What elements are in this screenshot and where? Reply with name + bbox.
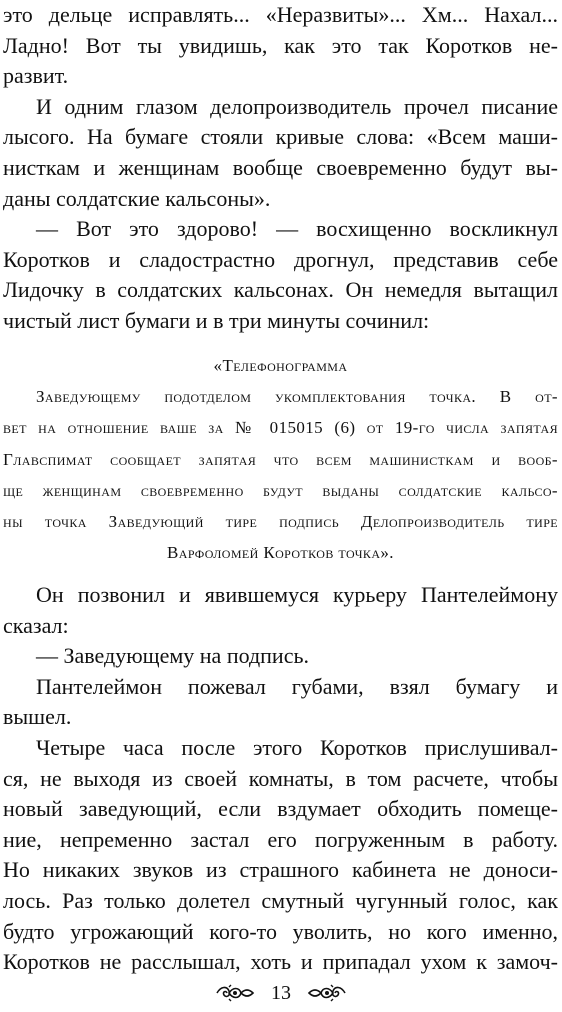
telegram-heading: «Телефонограмма [213, 356, 348, 375]
text-line: даны солдатские кальсоны». [3, 185, 271, 211]
text-line: — Вот это здорово! — восхищенно воскликнул [36, 216, 558, 242]
text-line: Он позвонил и явившемуся курьеру Пантелеймону [36, 582, 558, 607]
telegram-line: Главспимат сообщает запятая что всем машинисткам и вооб- [3, 449, 558, 469]
text-line: Лидочку в солдатских кальсонах. Он немедля вытащил [3, 277, 558, 303]
text-line: лось. Раз только долетел смутный чугунный голос, как [3, 887, 558, 913]
top-paragraphs [3, 0, 558, 337]
text-line: будто угрожающий кого-то уволить, но кого именно, [3, 918, 558, 944]
text-line: Ладно! Вот ты увидишь, как это так Коротков не- [3, 32, 558, 58]
telegram-line: ны точка Заведующий тире подпись Делопроизводитель тире [3, 511, 558, 531]
text-line: И одним глазом делопроизводитель прочел писание [36, 93, 558, 119]
text-line: вышел. [3, 704, 72, 730]
text-line: Коротков и сладострастно дрогнул, представив себе [3, 246, 558, 272]
telegram-line: ще женщинам своевременно будут выданы солдатские кальсо- [3, 480, 558, 500]
text-line: ся, не выходя из своей комнаты, в том расчете, чтобы [3, 765, 558, 791]
ornament-scroll-icon [215, 983, 255, 1003]
text-line: чистый лист бумаги и в три минуты сочинил: [3, 307, 430, 333]
text-line: сказал: [3, 612, 69, 638]
telegram-line: Варфоломей Коротков точка». [167, 543, 394, 563]
telegram-line: Заведующему подотделом укомплектования точка. В от- [36, 387, 558, 407]
telephonogram-block [3, 350, 558, 568]
text-line: — Заведующему на подпись. [36, 643, 309, 669]
text-line: это дельце исправлять... «Неразвиты»... Хм... Нахал... [3, 2, 558, 27]
text-line: развит. [3, 63, 69, 89]
telegram-line: вет на отношение ваше за № 015015 (6) от 19-го числа запятая [3, 418, 558, 438]
ornament-scroll-icon [307, 983, 347, 1003]
text-line: лысого. На бумаге стояли кривые слова: «Всем маши- [3, 124, 558, 150]
text-line: ние, непременно застал его погруженным в работу. [3, 826, 558, 852]
text-line: нисткам и женщинам вообще своевременно будут вы- [3, 154, 558, 180]
bottom-paragraphs [3, 580, 558, 978]
page-footer [0, 978, 562, 1008]
text-line: Пантелеймон пожевал губами, взял бумагу и [36, 673, 558, 699]
text-line: Коротков не расслышал, хоть и припадал ухом к замоч- [3, 949, 558, 975]
text-line: Но никаких звуков из страшного кабинета не доноси- [3, 857, 558, 883]
text-line: новый заведующий, если вздумает обходить помеще- [3, 796, 558, 822]
page-number: 13 [271, 981, 291, 1004]
text-line: Четыре часа после этого Коротков прислушивал- [36, 734, 558, 760]
